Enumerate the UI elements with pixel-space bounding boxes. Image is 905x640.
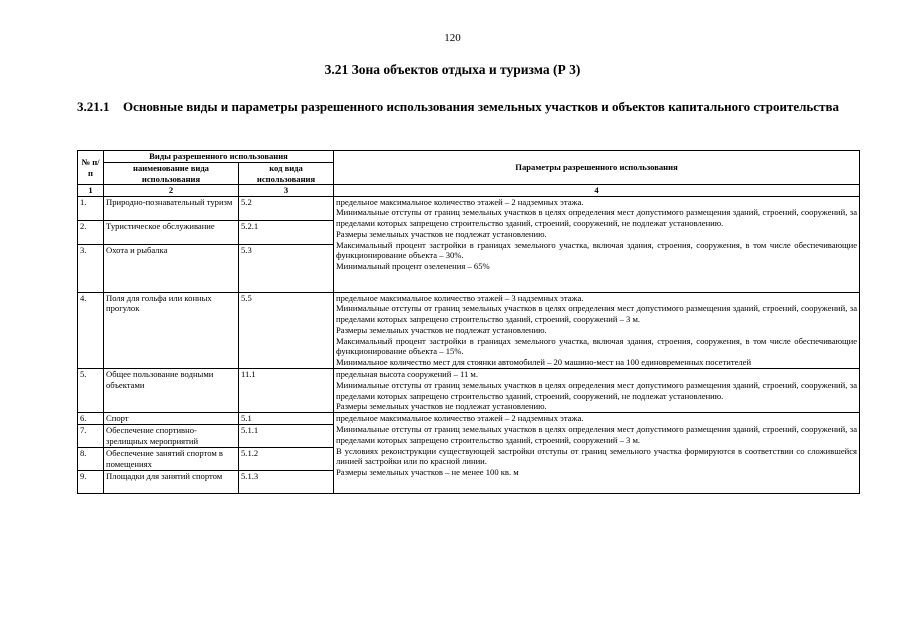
param-line: Размеры земельных участков не подлежат установлению. — [336, 324, 547, 335]
use-name: Поля для гольфа или конных прогулок — [104, 292, 239, 369]
subsection-heading — [77, 98, 877, 115]
param-line: Минимальные отступы от границ земельных участков в целях определения мест допустимого размещения зданий, строений, сооружений, за пределами которых запрещено строительство зданий, строений, сооружений, не подлежат установлению. — [336, 207, 858, 229]
param-line: Минимальные отступы от границ земельных участков в целях определения мест допустимого размещения зданий, строений, сооружений, за пределами которых запрещено строительство зданий, строений, сооружений, не подлежат установлению. — [336, 379, 858, 401]
table-row — [78, 292, 860, 369]
params-cell — [334, 413, 860, 494]
use-code: 5.1 — [239, 413, 334, 425]
param-line: Минимальное количество мест для стоянки автомобилей – 20 машино-мест на 100 единовременных посетителей — [336, 357, 752, 368]
param-line: Размеры земельных участков не подлежат установлению. — [336, 401, 547, 412]
use-code: 11.1 — [239, 369, 334, 413]
col-index-3: 3 — [239, 185, 334, 197]
param-line: Минимальные отступы от границ земельных участков в целях определения мест допустимого размещения зданий, строений, сооружений, за пределами которых запрещено строительство зданий, строений, сооружений – 3 м. — [336, 303, 858, 325]
row-number: 3. — [78, 244, 104, 292]
use-code: 5.1.3 — [239, 471, 334, 494]
row-number: 1. — [78, 196, 104, 220]
param-line: Минимальные отступы от границ земельных участков в целях определения мест допустимого размещения зданий, строений, сооружений, за пределами которых запрещено строительство зданий, строений, сооружений – 3 м. — [336, 424, 858, 445]
param-line: предельное максимальное количество этажей – 2 надземных этажа. — [336, 196, 584, 207]
subsection-number: 3.21.1 — [77, 99, 110, 114]
table-row — [78, 369, 860, 413]
row-number: 2. — [78, 220, 104, 244]
section-title: 3.21 Зона объектов отдыха и туризма (Р 3) — [324, 62, 581, 77]
use-name: Площадки для занятий спортом — [104, 471, 239, 494]
header-types-group: Виды разрешенного использования — [104, 151, 334, 163]
use-name: Охота и рыбалка — [104, 244, 239, 292]
params-cell — [334, 369, 860, 413]
row-number: 6. — [78, 413, 104, 425]
table-row — [78, 196, 860, 220]
header-name: наименование вида использования — [104, 163, 239, 185]
table-row — [78, 413, 860, 425]
use-name: Природно-познавательный туризм — [104, 196, 239, 220]
param-line: предельное максимальное количество этажей – 2 надземных этажа. — [336, 413, 584, 424]
row-number: 7. — [78, 425, 104, 448]
params-cell — [334, 292, 860, 369]
use-code: 5.2 — [239, 196, 334, 220]
row-number: 5. — [78, 369, 104, 413]
param-line: Максимальный процент застройки в границах земельного участка, включая здания, строения, сооружения, в том числе обеспечивающие функционирование объекта – 30%. — [336, 239, 858, 261]
header-params: Параметры разрешенного использования — [334, 151, 860, 185]
header-code: код вида использования — [239, 163, 334, 185]
col-index-2: 2 — [104, 185, 239, 197]
param-line: В условиях реконструкции существующей застройки отступы от границ земельного участка формируются в соответствии со сложившейся линией застройки или по красной линии. — [336, 445, 858, 467]
row-number: 4. — [78, 292, 104, 369]
use-code: 5.2.1 — [239, 220, 334, 244]
use-code: 5.3 — [239, 244, 334, 292]
permitted-use-table — [77, 150, 860, 494]
use-name: Спорт — [104, 413, 239, 425]
param-line: предельная высота сооружений – 11 м. — [336, 369, 478, 380]
subsection-title: Основные виды и параметры разрешенного использования земельных участков и объектов капитального строительства — [123, 99, 839, 114]
param-line: предельное максимальное количество этажей – 3 надземных этажа. — [336, 292, 584, 303]
use-code: 5.1.2 — [239, 448, 334, 471]
params-cell — [334, 196, 860, 292]
param-line: Размеры земельных участков не подлежат установлению. — [336, 228, 547, 239]
use-name: Обеспечение спортивно-зрелищных мероприятий — [104, 425, 239, 448]
use-name: Общее пользование водными объектами — [104, 369, 239, 413]
col-index-1: 1 — [78, 185, 104, 197]
param-line: Размеры земельных участков – не менее 100 кв. м — [336, 467, 519, 478]
use-code: 5.1.1 — [239, 425, 334, 448]
use-name: Туристическое обслуживание — [104, 220, 239, 244]
param-line: Минимальный процент озеленения – 65% — [336, 261, 490, 272]
row-number: 9. — [78, 471, 104, 494]
param-line: Максимальный процент застройки в границах земельного участка, включая здания, строения, сооружения, в том числе обеспечивающие функционирование объекта – 15%. — [336, 335, 858, 357]
row-number: 8. — [78, 448, 104, 471]
col-index-4: 4 — [334, 185, 860, 197]
use-name: Обеспечение занятий спортом в помещениях — [104, 448, 239, 471]
page-number: 120 — [444, 32, 461, 44]
use-code: 5.5 — [239, 292, 334, 369]
header-no: № п/п — [78, 151, 104, 185]
